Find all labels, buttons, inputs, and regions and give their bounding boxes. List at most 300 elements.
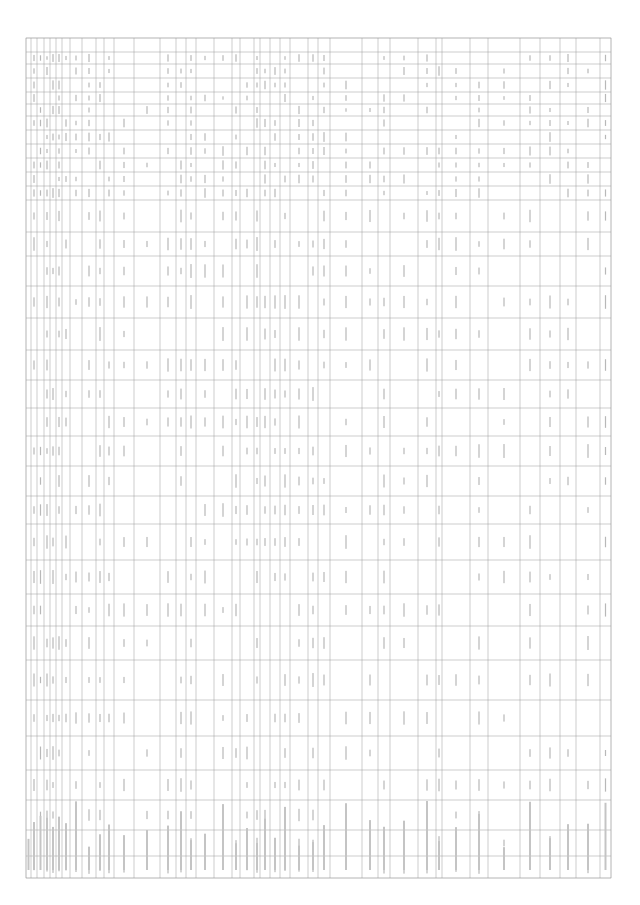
cell-value-mark [99, 539, 100, 546]
cell-value-mark [455, 96, 456, 100]
cell-value-mark [587, 606, 588, 615]
cell-value-mark [123, 176, 124, 182]
row-label-mark [438, 841, 440, 870]
cell-value-mark [33, 673, 34, 686]
cell-value-mark [264, 506, 265, 513]
cell-value-mark [256, 638, 257, 648]
cell-value-mark [75, 572, 76, 583]
cell-value-mark [256, 417, 257, 427]
cell-value-mark [264, 69, 265, 74]
cell-value-mark [204, 241, 205, 247]
cell-value-mark [108, 56, 109, 60]
cell-value-mark [40, 162, 41, 167]
cell-value-mark [478, 82, 479, 89]
cell-value-mark [65, 329, 66, 339]
cell-value-mark [256, 264, 257, 278]
cell-value-mark [403, 448, 404, 454]
cell-value-mark [567, 54, 568, 62]
cell-value-mark [298, 241, 299, 247]
cell-value-mark [58, 81, 59, 90]
cell-value-mark [167, 54, 168, 61]
cell-value-mark [345, 95, 346, 101]
cell-value-mark [383, 505, 384, 516]
cell-value-mark [204, 417, 205, 426]
cell-value-mark [46, 190, 47, 197]
cell-value-mark [274, 240, 275, 248]
cell-value-mark [274, 295, 275, 308]
cell-value-mark [503, 571, 504, 583]
cell-value-mark [312, 133, 313, 141]
cell-value-mark [298, 327, 299, 340]
cell-value-mark [123, 677, 124, 683]
cell-value-mark [274, 418, 275, 425]
cell-value-mark [190, 176, 191, 182]
cell-value-mark [438, 391, 439, 397]
row-label-mark [264, 819, 266, 870]
cell-value-mark [369, 675, 370, 686]
cell-value-mark [312, 638, 313, 648]
cell-value-mark [567, 299, 568, 306]
cell-value-mark [274, 120, 275, 126]
cell-value-mark [58, 148, 59, 153]
cell-value-mark [323, 572, 324, 582]
cell-value-mark [605, 120, 606, 126]
cell-value-mark [298, 295, 299, 308]
cell-value-mark [256, 68, 257, 74]
cell-value-mark [587, 416, 588, 427]
row-label-mark [369, 820, 371, 870]
cell-value-mark [46, 535, 47, 548]
cell-value-mark [605, 211, 606, 220]
cell-value-mark [369, 298, 370, 305]
cell-value-mark [246, 448, 247, 455]
cell-value-mark [403, 67, 404, 75]
cell-value-mark [40, 107, 41, 113]
cell-value-mark [323, 239, 324, 249]
cell-value-mark [75, 190, 76, 196]
cell-value-mark [529, 359, 530, 371]
cell-value-mark [33, 162, 34, 169]
cell-value-mark [222, 416, 223, 429]
cell-value-mark [108, 416, 109, 428]
cell-value-mark [52, 54, 53, 62]
cell-value-mark [478, 636, 479, 649]
cell-value-mark [529, 749, 530, 757]
row-label-mark [167, 826, 169, 870]
cell-value-mark [46, 448, 47, 454]
cell-value-mark [180, 748, 181, 758]
cell-value-mark [180, 417, 181, 426]
row-label-mark [605, 803, 607, 870]
cell-value-mark [123, 713, 124, 724]
cell-value-mark [99, 390, 100, 398]
cell-value-mark [529, 604, 530, 616]
cell-value-mark [33, 779, 34, 791]
cell-value-mark [88, 573, 89, 582]
cell-value-mark [40, 55, 41, 60]
cell-value-mark [426, 779, 427, 790]
cell-value-mark [264, 416, 265, 428]
cell-value-mark [65, 133, 66, 141]
cell-value-mark [99, 327, 100, 341]
cell-value-mark [52, 676, 53, 683]
cell-value-mark [455, 148, 456, 155]
cell-value-mark [438, 162, 439, 167]
cell-value-mark [274, 359, 275, 372]
cell-value-mark [478, 188, 479, 197]
cell-value-mark [167, 120, 168, 125]
cell-value-mark [567, 389, 568, 398]
cell-value-mark [123, 331, 124, 337]
cell-value-mark [235, 211, 236, 220]
cell-value-mark [605, 189, 606, 196]
cell-value-mark [88, 713, 89, 722]
cell-value-mark [455, 68, 456, 74]
cell-value-mark [403, 638, 404, 648]
cell-value-mark [323, 147, 324, 155]
row-label-mark [99, 834, 101, 870]
cell-value-mark [298, 163, 299, 167]
cell-value-mark [438, 779, 439, 792]
cell-value-mark [256, 448, 257, 455]
cell-value-mark [65, 714, 66, 723]
cell-value-mark [33, 94, 34, 102]
cell-value-mark [180, 238, 181, 250]
cell-value-mark [503, 537, 504, 547]
cell-value-mark [75, 177, 76, 181]
cell-value-mark [146, 241, 147, 247]
cell-value-mark [235, 474, 236, 488]
cell-value-mark [123, 240, 124, 248]
cell-value-mark [222, 359, 223, 371]
cell-value-mark [167, 68, 168, 74]
cell-value-mark [75, 781, 76, 789]
cell-value-mark [529, 240, 530, 247]
cell-value-mark [478, 268, 479, 275]
cell-value-mark [274, 538, 275, 546]
cell-value-mark [256, 539, 257, 546]
row-label-mark [323, 825, 325, 870]
cell-value-mark [383, 475, 384, 488]
cell-value-mark [167, 266, 168, 275]
cell-value-mark [256, 237, 257, 251]
cell-value-mark [58, 95, 59, 100]
cell-value-mark [369, 108, 370, 112]
cell-value-mark [180, 82, 181, 88]
cell-value-mark [99, 94, 100, 102]
row-label-mark [549, 838, 551, 870]
cell-value-mark [605, 295, 606, 309]
cell-value-mark [298, 148, 299, 155]
cell-value-mark [323, 132, 324, 142]
cell-value-mark [108, 177, 109, 182]
cell-value-mark [88, 107, 89, 112]
cell-value-mark [567, 749, 568, 757]
cell-value-mark [264, 190, 265, 197]
cell-value-mark [587, 574, 588, 580]
cell-value-mark [284, 448, 285, 454]
cell-value-mark [123, 162, 124, 168]
cell-value-mark [369, 606, 370, 614]
cell-value-mark [99, 571, 100, 583]
row-label-mark [284, 807, 286, 870]
cell-value-mark [33, 212, 34, 219]
cell-value-mark [478, 95, 479, 101]
cell-value-mark [46, 212, 47, 220]
cell-value-mark [284, 94, 285, 102]
cell-value-mark [403, 213, 404, 220]
cell-value-mark [75, 149, 76, 153]
cell-value-mark [46, 67, 47, 75]
cell-value-mark [503, 68, 504, 73]
cell-value-mark [256, 82, 257, 87]
cell-value-mark [284, 537, 285, 547]
cell-value-mark [369, 505, 370, 514]
cell-value-mark [256, 118, 257, 127]
row-label-mark [345, 803, 347, 870]
cell-value-mark [235, 360, 236, 370]
cell-value-mark [345, 108, 346, 111]
cell-value-mark [222, 296, 223, 307]
cell-value-mark [438, 213, 439, 220]
cell-value-mark [264, 161, 265, 170]
cell-value-mark [403, 603, 404, 616]
cell-value-mark [455, 237, 456, 251]
cell-value-mark [323, 211, 324, 222]
cell-value-mark [478, 573, 479, 580]
cell-value-mark [204, 539, 205, 545]
cell-value-mark [52, 80, 53, 89]
cell-value-mark [46, 241, 47, 247]
cell-value-mark [99, 268, 100, 274]
cell-value-mark [298, 54, 299, 62]
cell-value-mark [383, 539, 384, 545]
cell-value-mark [235, 190, 236, 196]
cell-value-mark [167, 779, 168, 791]
cell-value-mark [478, 176, 479, 181]
cell-value-mark [246, 538, 247, 545]
cell-value-mark [403, 265, 404, 277]
cell-value-mark [58, 211, 59, 221]
cell-value-mark [40, 747, 41, 760]
cell-value-mark [222, 190, 223, 197]
cell-value-mark [180, 677, 181, 684]
cell-value-mark [529, 162, 530, 167]
cell-value-mark [478, 779, 479, 791]
cell-value-mark [99, 782, 100, 788]
cell-value-mark [403, 538, 404, 546]
cell-value-mark [235, 54, 236, 61]
cell-value-mark [567, 189, 568, 198]
cell-value-mark [108, 361, 109, 368]
cell-value-mark [235, 748, 236, 758]
cell-value-mark [33, 714, 34, 722]
cell-value-mark [383, 176, 384, 183]
cell-value-mark [455, 781, 456, 790]
cell-value-mark [75, 134, 76, 141]
cell-value-mark [587, 119, 588, 128]
cell-value-mark [46, 267, 47, 275]
row-label-mark [222, 804, 224, 870]
cell-value-mark [40, 477, 41, 484]
cell-value-mark [312, 606, 313, 614]
cell-value-mark [549, 361, 550, 369]
cell-value-mark [40, 606, 41, 615]
cell-value-mark [345, 162, 346, 169]
cell-value-mark [587, 674, 588, 686]
cell-value-mark [46, 119, 47, 128]
row-label-mark [108, 825, 110, 870]
cell-value-mark [426, 448, 427, 454]
cell-value-mark [222, 96, 223, 99]
cell-value-mark [46, 417, 47, 427]
cell-value-mark [549, 120, 550, 126]
cell-value-mark [46, 504, 47, 516]
cell-value-mark [549, 747, 550, 758]
cell-value-mark [345, 746, 346, 759]
cell-value-mark [123, 119, 124, 128]
row-label-mark [65, 823, 67, 870]
cell-value-mark [345, 296, 346, 308]
cell-value-mark [549, 574, 550, 580]
cell-value-mark [190, 780, 191, 789]
cell-value-mark [312, 161, 313, 169]
cell-value-mark [426, 54, 427, 61]
cell-value-mark [222, 55, 223, 61]
cell-value-mark [46, 135, 47, 139]
cell-value-mark [204, 148, 205, 153]
cell-value-mark [190, 574, 191, 580]
cell-value-mark [190, 537, 191, 547]
cell-value-mark [369, 712, 370, 724]
cell-value-mark [75, 299, 76, 305]
cell-value-mark [264, 174, 265, 183]
cell-value-mark [312, 148, 313, 154]
cell-value-mark [180, 778, 181, 792]
cell-value-mark [567, 83, 568, 87]
cell-value-mark [529, 55, 530, 60]
cell-value-mark [383, 119, 384, 126]
cell-value-mark [123, 362, 124, 368]
cell-value-mark [222, 446, 223, 457]
row-label-mark [33, 822, 35, 870]
row-label-mark [180, 811, 182, 870]
cell-value-mark [33, 68, 34, 73]
cell-value-mark [108, 477, 109, 485]
row-label-mark [567, 824, 569, 870]
cell-value-mark [478, 241, 479, 247]
cell-value-mark [99, 161, 100, 170]
cell-value-mark [88, 83, 89, 88]
cell-value-mark [298, 448, 299, 454]
cell-value-mark [274, 67, 275, 75]
cell-value-mark [52, 446, 53, 455]
cell-value-mark [235, 506, 236, 514]
cell-value-mark [65, 240, 66, 249]
cell-value-mark [222, 264, 223, 277]
cell-value-mark [323, 83, 324, 88]
cell-value-mark [298, 713, 299, 723]
cell-value-mark [235, 135, 236, 140]
cell-value-mark [108, 714, 109, 723]
cell-value-mark [312, 447, 313, 456]
cell-value-mark [345, 149, 346, 154]
cell-value-mark [549, 446, 550, 456]
cell-value-mark [369, 359, 370, 370]
cell-value-mark [256, 210, 257, 221]
cell-value-mark [65, 677, 66, 683]
cell-value-mark [403, 174, 404, 183]
cell-value-mark [312, 478, 313, 485]
cell-value-mark [246, 147, 247, 155]
row-label-mark [88, 847, 90, 870]
cell-value-mark [298, 639, 299, 646]
cell-value-mark [345, 419, 346, 425]
cell-value-mark [455, 162, 456, 167]
cell-value-mark [180, 161, 181, 170]
cell-value-mark [383, 298, 384, 306]
cell-value-mark [312, 387, 313, 401]
cell-value-mark [167, 95, 168, 100]
cell-value-mark [312, 573, 313, 582]
cell-value-mark [99, 298, 100, 306]
cell-value-mark [438, 66, 439, 75]
cell-value-mark [284, 176, 285, 183]
cell-value-mark [605, 94, 606, 102]
cell-value-mark [323, 107, 324, 113]
cell-value-mark [369, 268, 370, 274]
cell-value-mark [146, 604, 147, 616]
cell-value-mark [180, 604, 181, 617]
cell-value-mark [46, 56, 47, 59]
cell-value-mark [190, 811, 191, 819]
cell-value-mark [478, 163, 479, 167]
cell-value-mark [246, 327, 247, 340]
cell-value-mark [274, 782, 275, 788]
cell-value-mark [284, 674, 285, 686]
cell-value-mark [204, 571, 205, 584]
cell-value-mark [264, 81, 265, 89]
cell-value-mark [383, 148, 384, 155]
cell-value-mark [222, 160, 223, 169]
cell-value-mark [167, 358, 168, 371]
cell-value-mark [312, 748, 313, 759]
cell-value-mark [455, 267, 456, 275]
cell-value-mark [58, 715, 59, 721]
cell-value-mark [284, 213, 285, 219]
cell-value-mark [323, 55, 324, 61]
cell-value-mark [146, 106, 147, 114]
cell-value-mark [298, 809, 299, 821]
cell-value-mark [99, 239, 100, 248]
cell-value-mark [312, 120, 313, 126]
cell-value-mark [180, 210, 181, 223]
cell-value-mark [455, 296, 456, 308]
cell-value-mark [455, 446, 456, 456]
cell-value-mark [455, 189, 456, 197]
cell-value-mark [88, 475, 89, 487]
cell-value-mark [246, 96, 247, 101]
cell-value-mark [40, 120, 41, 127]
cell-value-mark [99, 134, 100, 140]
cell-value-mark [426, 712, 427, 724]
cell-value-mark [549, 174, 550, 184]
cell-value-mark [46, 390, 47, 399]
cell-value-mark [167, 191, 168, 196]
row-label-mark [503, 847, 505, 870]
cell-value-mark [190, 147, 191, 155]
cell-value-mark [369, 750, 370, 757]
